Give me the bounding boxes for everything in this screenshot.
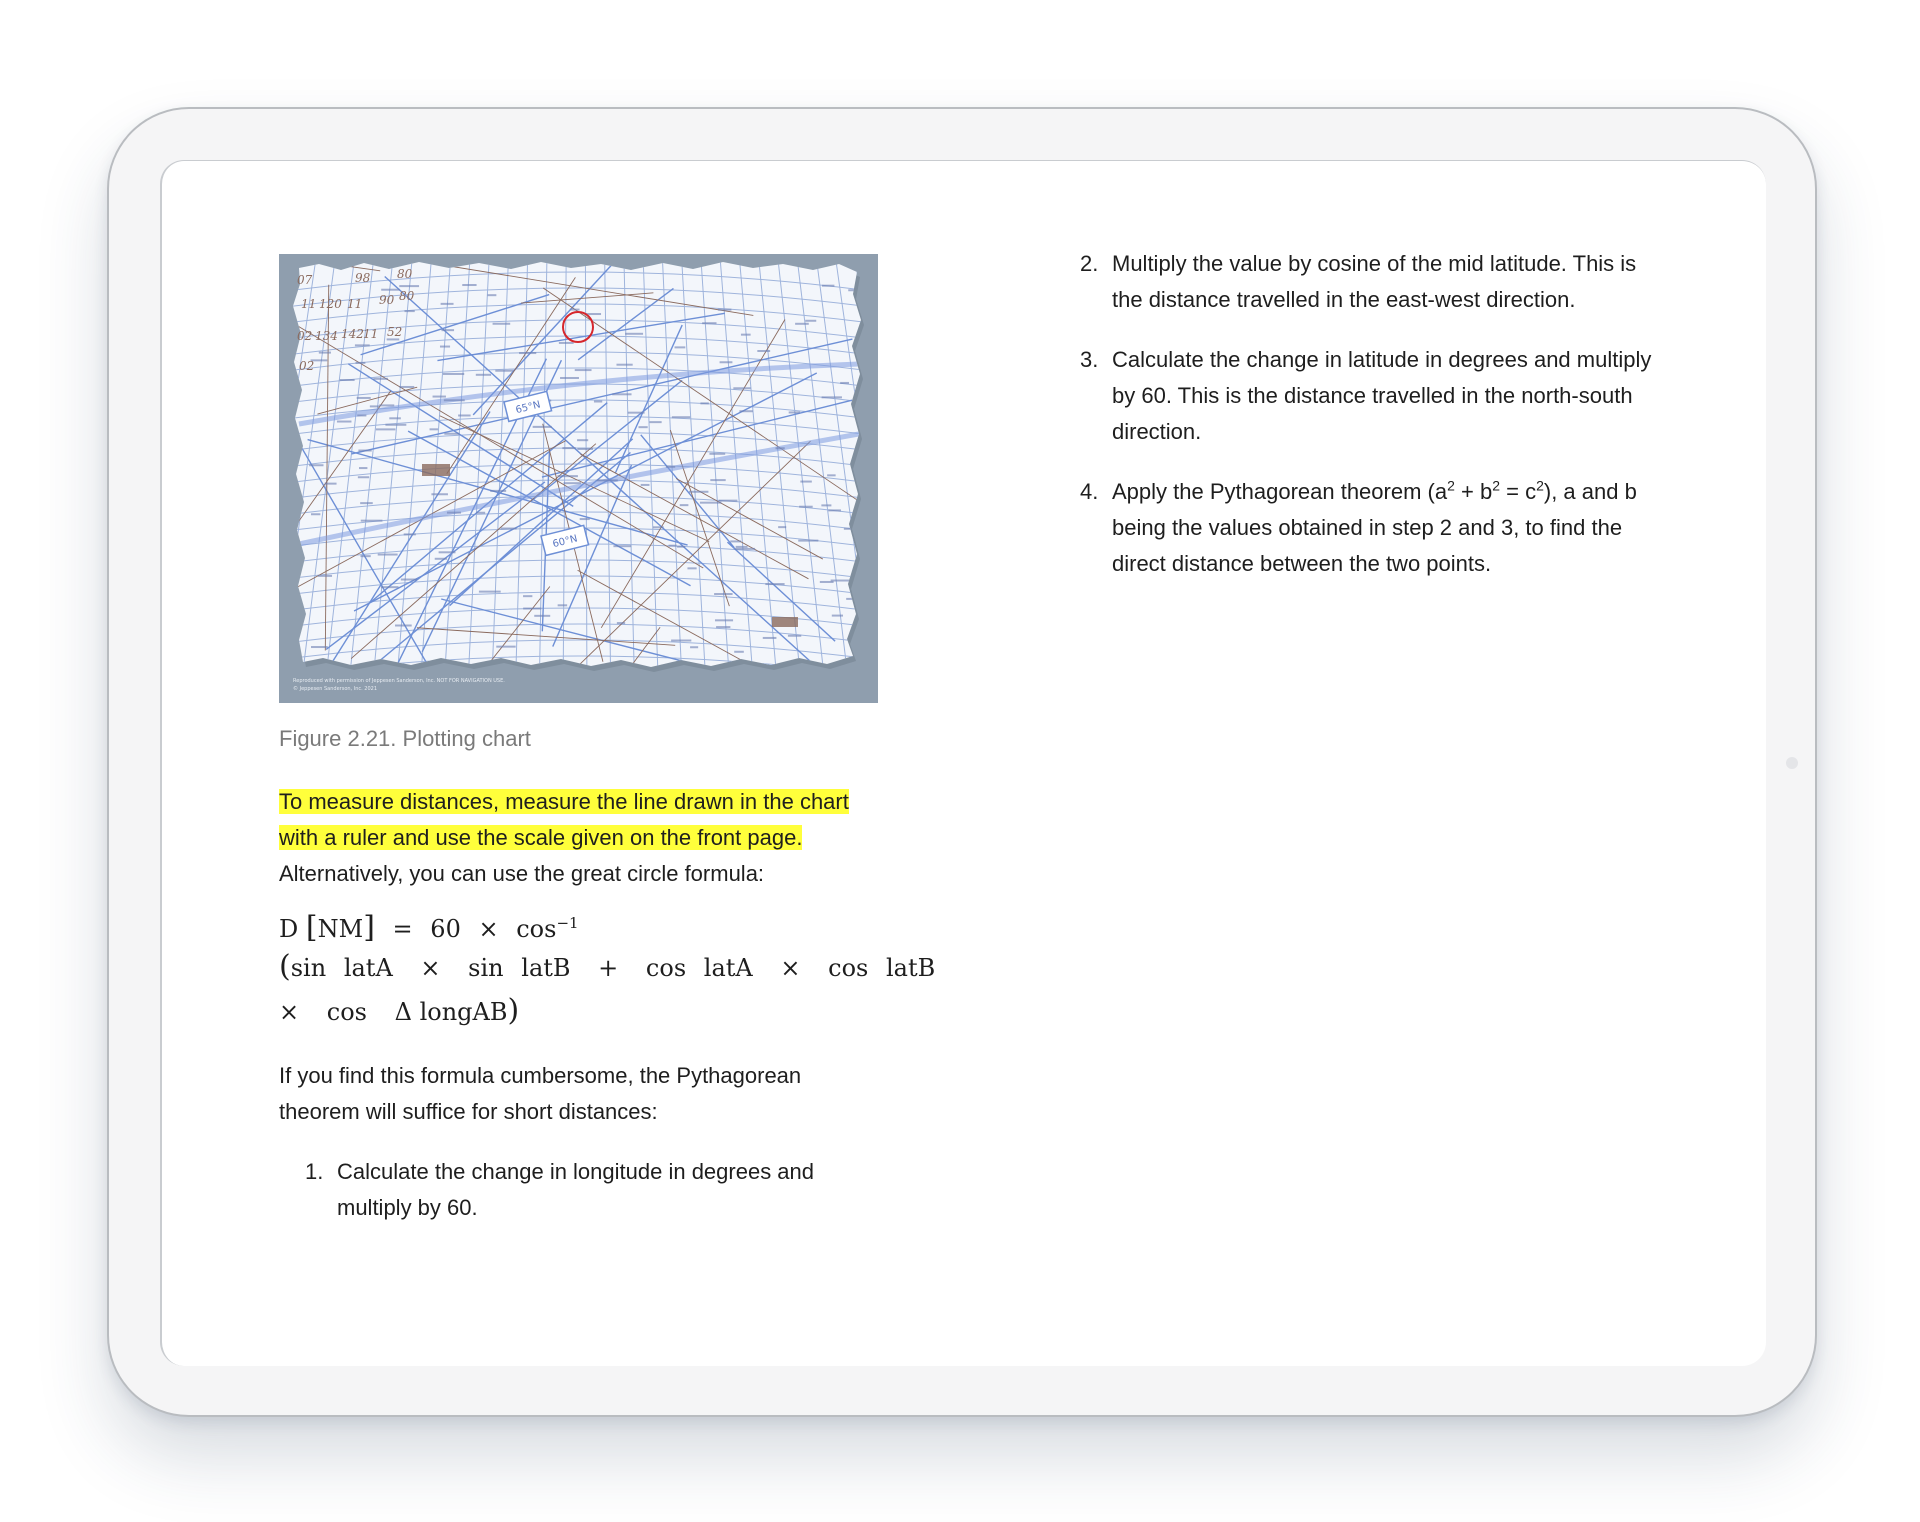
figure-caption: Figure 2.21. Plotting chart <box>279 726 531 751</box>
list-item-text: Calculate the change in latitude in degrees and multiply by 60. This is the distance travelled in the north-south direction. <box>1112 347 1652 444</box>
formula-line-2: (sin latA × sin latB + cos latA × cos latB <box>279 949 936 984</box>
formula-term: sin <box>290 954 327 982</box>
tablet-camera-dot <box>1786 757 1798 769</box>
chart-credit: Reproduced with permission of Jeppesen Sanderson, Inc. NOT FOR NAVIGATION USE. <box>293 678 505 684</box>
formula-exponent: −1 <box>556 914 579 932</box>
chart-depth-number: 142 <box>341 327 364 341</box>
plotting-chart-map <box>279 254 878 703</box>
steps-list-left <box>305 1154 885 1250</box>
paragraph-pythagorean-intro: If you find this formula cumbersome, the Pythagorean theorem will suffice for short distances: <box>279 1063 802 1124</box>
formula-operator: × <box>279 998 300 1026</box>
formula-operator: × <box>420 954 441 982</box>
chart-depth-number: 02 <box>297 329 313 343</box>
formula-constant: 60 <box>430 915 461 943</box>
paragraph-text: Alternatively, you can use the great circle formula: <box>279 861 765 886</box>
formula-line-3: × cos Δ longAB) <box>279 993 520 1028</box>
highlighted-text[interactable]: To measure distances, measure the line drawn in the chart with a ruler and use the scale given on the front page. <box>279 789 849 850</box>
chart-depth-number: 90 <box>379 293 395 307</box>
list-number: 3. <box>1080 347 1099 372</box>
chart-depth-number: 11 <box>363 327 379 341</box>
formula-term: Δ longAB <box>394 998 508 1026</box>
chart-station-label <box>422 464 450 476</box>
chart-depth-number: 11 <box>347 297 363 311</box>
svg-text:65°N: 65°N <box>514 399 542 417</box>
plotting-chart-image <box>279 254 878 703</box>
formula-line-1: D $[NM] = 60 \times \cos^{-1}$ <box>279 910 579 945</box>
list-item <box>1080 342 1660 450</box>
chart-depth-number: 80 <box>397 267 413 281</box>
formula-term: latA <box>343 954 393 982</box>
formula-unit: NM <box>317 915 364 943</box>
list-item <box>1080 246 1660 318</box>
steps-list-right <box>1080 246 1660 606</box>
list-number: 1. <box>305 1159 324 1184</box>
formula-operator: + <box>598 954 619 982</box>
formula-times: × <box>478 915 499 943</box>
list-item <box>1080 474 1660 582</box>
great-circle-formula <box>279 901 936 1033</box>
chart-depth-number: 52 <box>387 325 403 339</box>
chart-credit: © Jeppesen Sanderson, Inc. 2021 <box>293 686 378 692</box>
chart-depth-number: 98 <box>355 271 371 285</box>
formula-term: sin <box>468 954 504 982</box>
formula-function: cos <box>516 915 557 943</box>
svg-text:60°N: 60°N <box>551 533 579 551</box>
list-number: 4. <box>1080 479 1099 504</box>
chart-depth-number: 11 <box>301 297 317 311</box>
formula-symbol: D <box>279 915 299 943</box>
list-item-text: Calculate the change in longitude in degrees and multiply by 60. <box>337 1159 815 1220</box>
formula-term: latB <box>521 954 571 982</box>
list-item-text: Apply the Pythagorean theorem $(a^2 + b^2 = c^2)$, a and b being the values obtained in step 2 and 3, to find the direct distance between the two points. <box>1112 477 1637 576</box>
chart-depth-number: 07 <box>297 273 313 287</box>
chart-depth-number: 134 <box>315 329 338 343</box>
paragraph-measure-distances <box>279 784 889 892</box>
formula-term: cos <box>326 998 367 1026</box>
list-item <box>305 1154 885 1226</box>
ebook-page[interactable] <box>160 160 1766 1366</box>
chart-depth-number: 120 <box>319 297 342 311</box>
chart-depth-number: 02 <box>299 359 315 373</box>
list-number: 2. <box>1080 251 1099 276</box>
list-item-text: Multiply the value by cosine of the mid latitude. This is the distance travelled in the east-west direction. <box>1112 251 1637 312</box>
formula-term: latB <box>886 954 936 982</box>
formula-term: latA <box>703 954 753 982</box>
formula-operator: × <box>780 954 801 982</box>
formula-term: cos <box>828 954 869 982</box>
chart-depth-number: 80 <box>399 289 415 303</box>
formula-equals: = <box>392 915 413 943</box>
chart-station-label <box>772 617 798 627</box>
formula-term: cos <box>645 954 687 982</box>
